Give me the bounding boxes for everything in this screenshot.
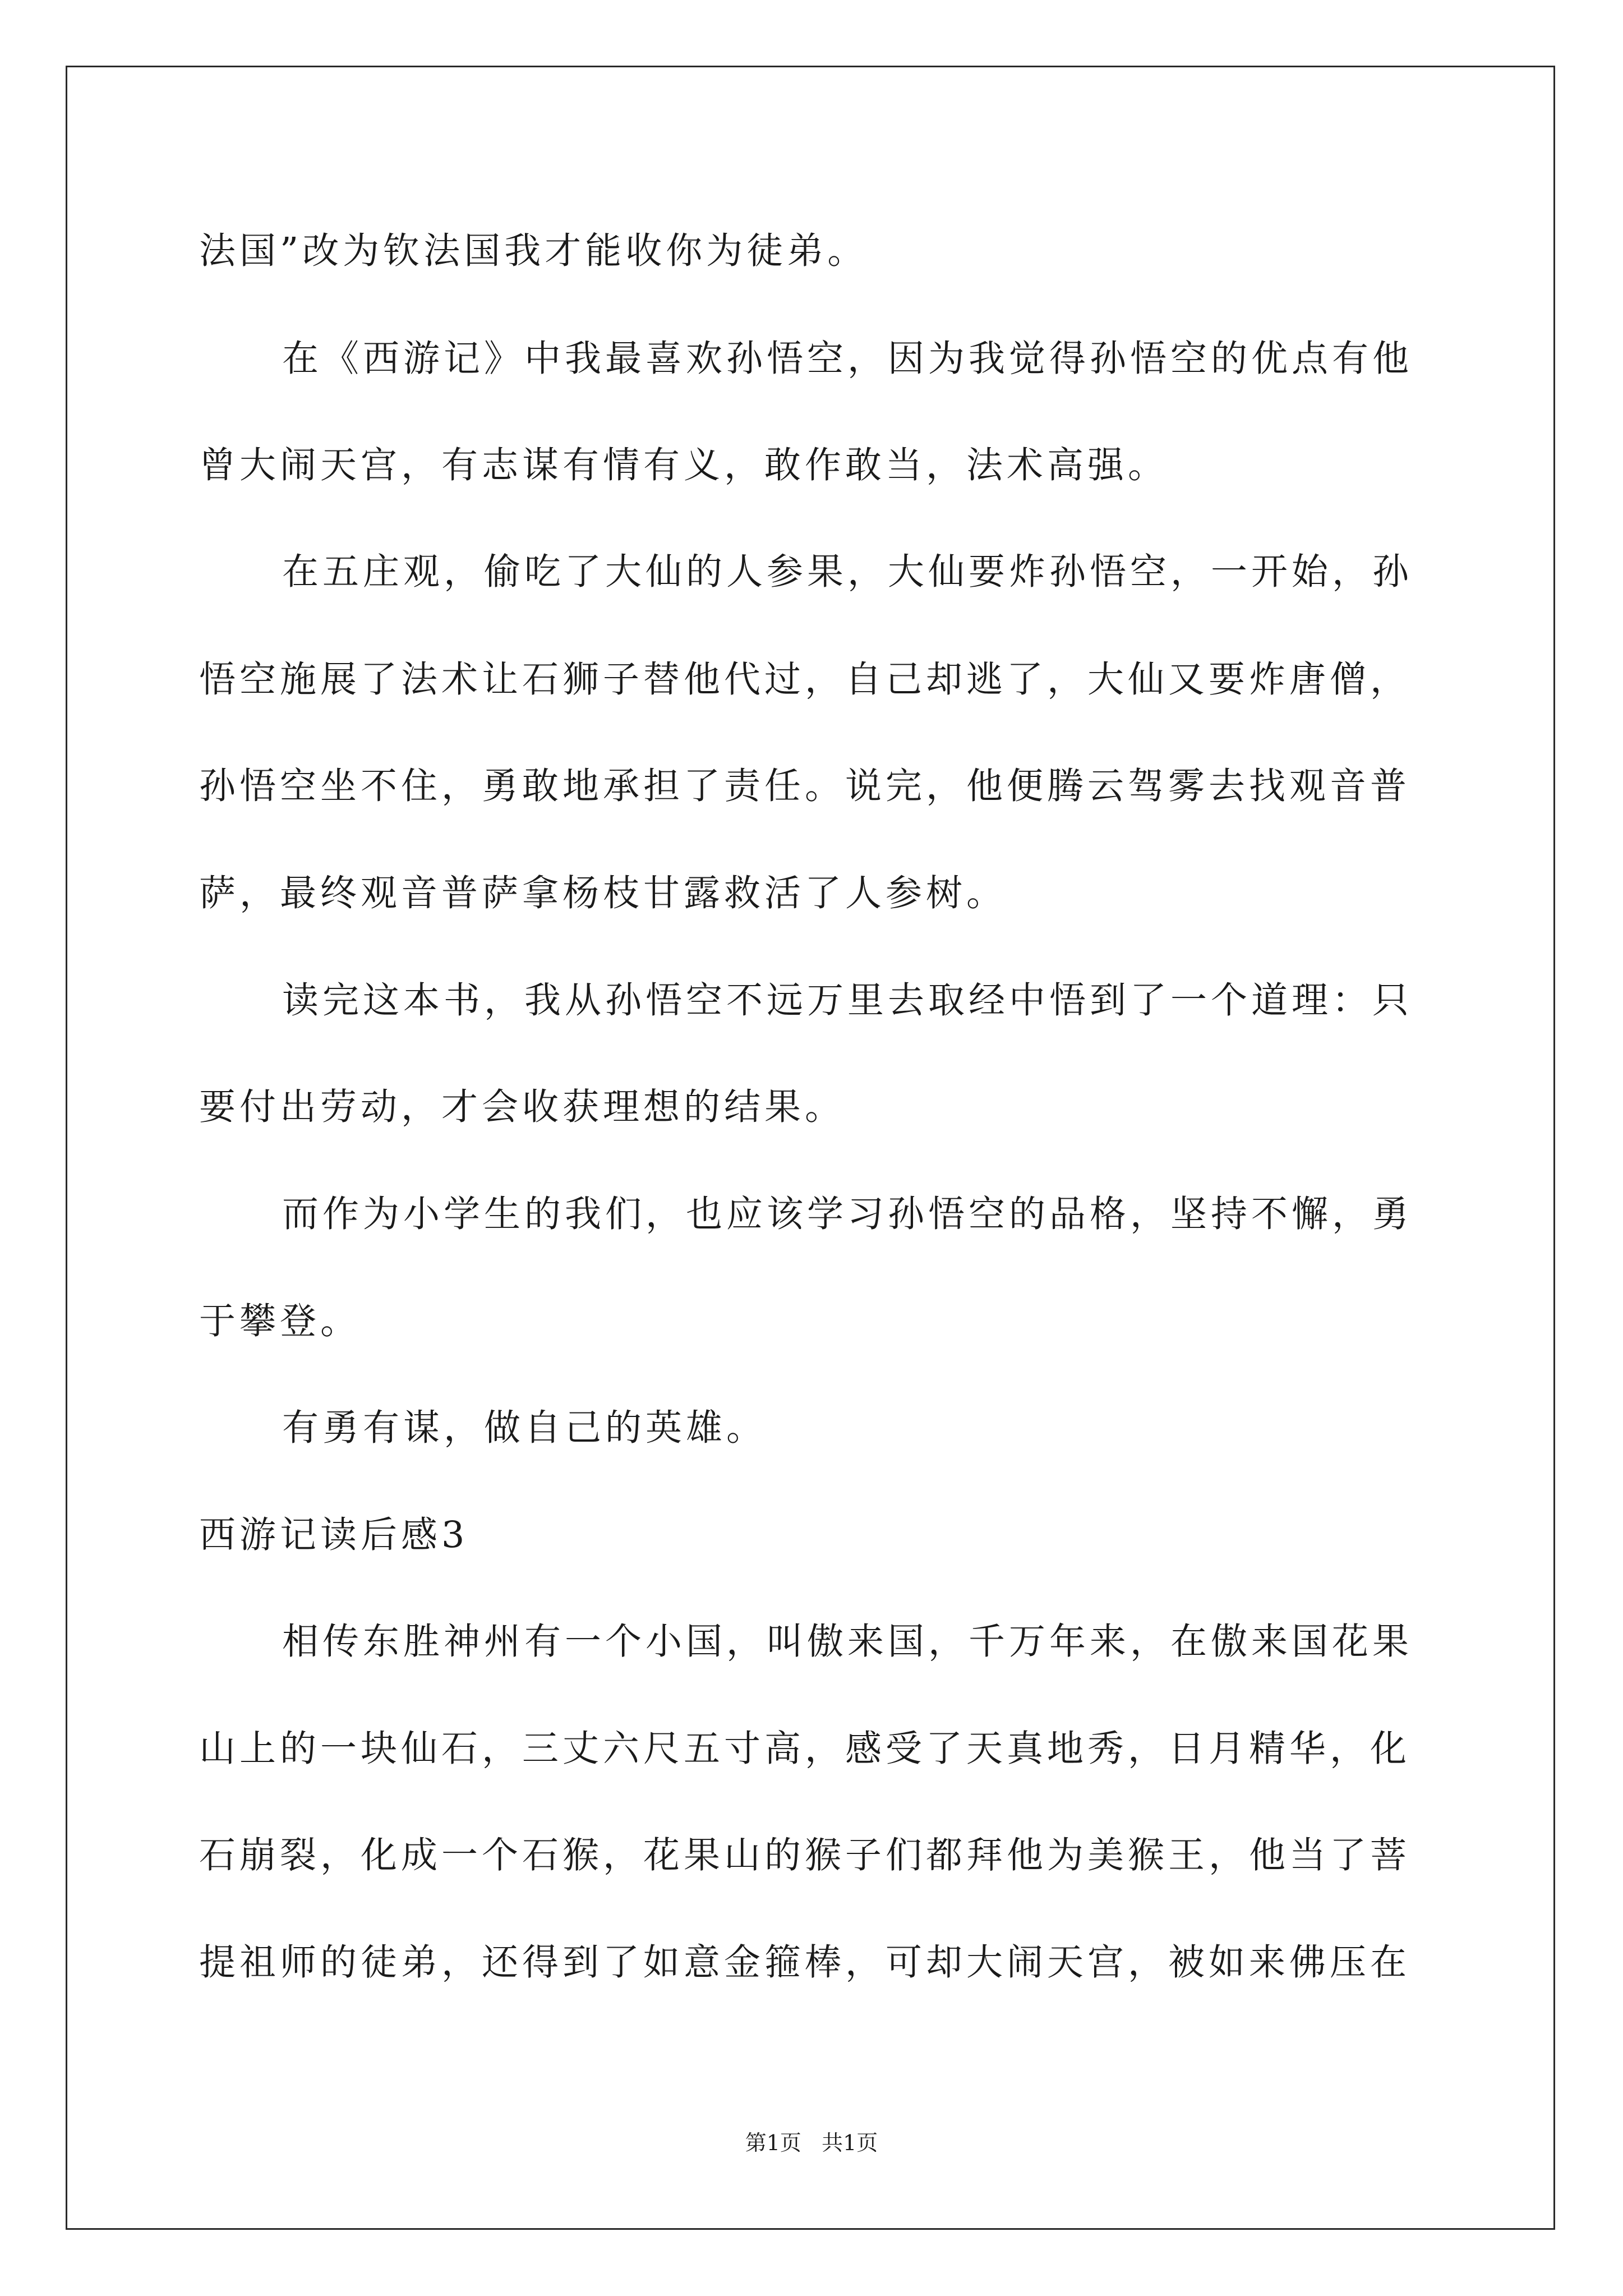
paragraph-first-line: 相传东胜神州有一个小国，叫傲来国，千万年来，在傲来国花果 bbox=[282, 1621, 1413, 1663]
body-line: 要付出劳动，才会收获理想的结果。 bbox=[199, 1086, 846, 1128]
body-line: 曾大闹天宫，有志谋有情有义，敢作敢当，法术高强。 bbox=[199, 444, 1169, 486]
paragraph-first-line: 在《西游记》中我最喜欢孙悟空，因为我觉得孙悟空的优点有他 bbox=[282, 338, 1413, 380]
body-line: 山上的一块仙石，三丈六尺五寸高，感受了天真地秀，日月精华，化 bbox=[199, 1728, 1411, 1770]
section-heading: 西游记读后感3 bbox=[199, 1514, 469, 1556]
paragraph-first-line: 在五庄观，偷吃了大仙的人参果，大仙要炸孙悟空，一开始，孙 bbox=[282, 551, 1413, 593]
page-number-footer: 第1页 共1页 bbox=[745, 2131, 878, 2155]
body-line: 石崩裂，化成一个石猴，花果山的猴子们都拜他为美猴王，他当了菩 bbox=[199, 1834, 1411, 1876]
body-line: 悟空施展了法术让石狮子替他代过，自己却逃了，大仙又要炸唐僧， bbox=[199, 659, 1411, 701]
paragraph-first-line: 而作为小学生的我们，也应该学习孙悟空的品格，坚持不懈，勇 bbox=[282, 1193, 1413, 1235]
body-line: 法国”改为钦法国我才能收你为徒弟。 bbox=[199, 230, 868, 272]
body-line: 萨，最终观音普萨拿杨枝甘露救活了人参树。 bbox=[199, 872, 1007, 914]
body-line: 孙悟空坐不住，勇敢地承担了责任。说完，他便腾云驾雾去找观音普 bbox=[199, 765, 1411, 807]
body-line: 提祖师的徒弟，还得到了如意金箍棒，可却大闹天宫，被如来佛压在 bbox=[199, 1941, 1411, 1984]
paragraph-first-line: 读完这本书，我从孙悟空不远万里去取经中悟到了一个道理：只 bbox=[282, 979, 1413, 1022]
page-border bbox=[66, 66, 1555, 2230]
body-line: 于攀登。 bbox=[199, 1300, 361, 1342]
paragraph-first-line: 有勇有谋，做自己的英雄。 bbox=[282, 1407, 767, 1449]
